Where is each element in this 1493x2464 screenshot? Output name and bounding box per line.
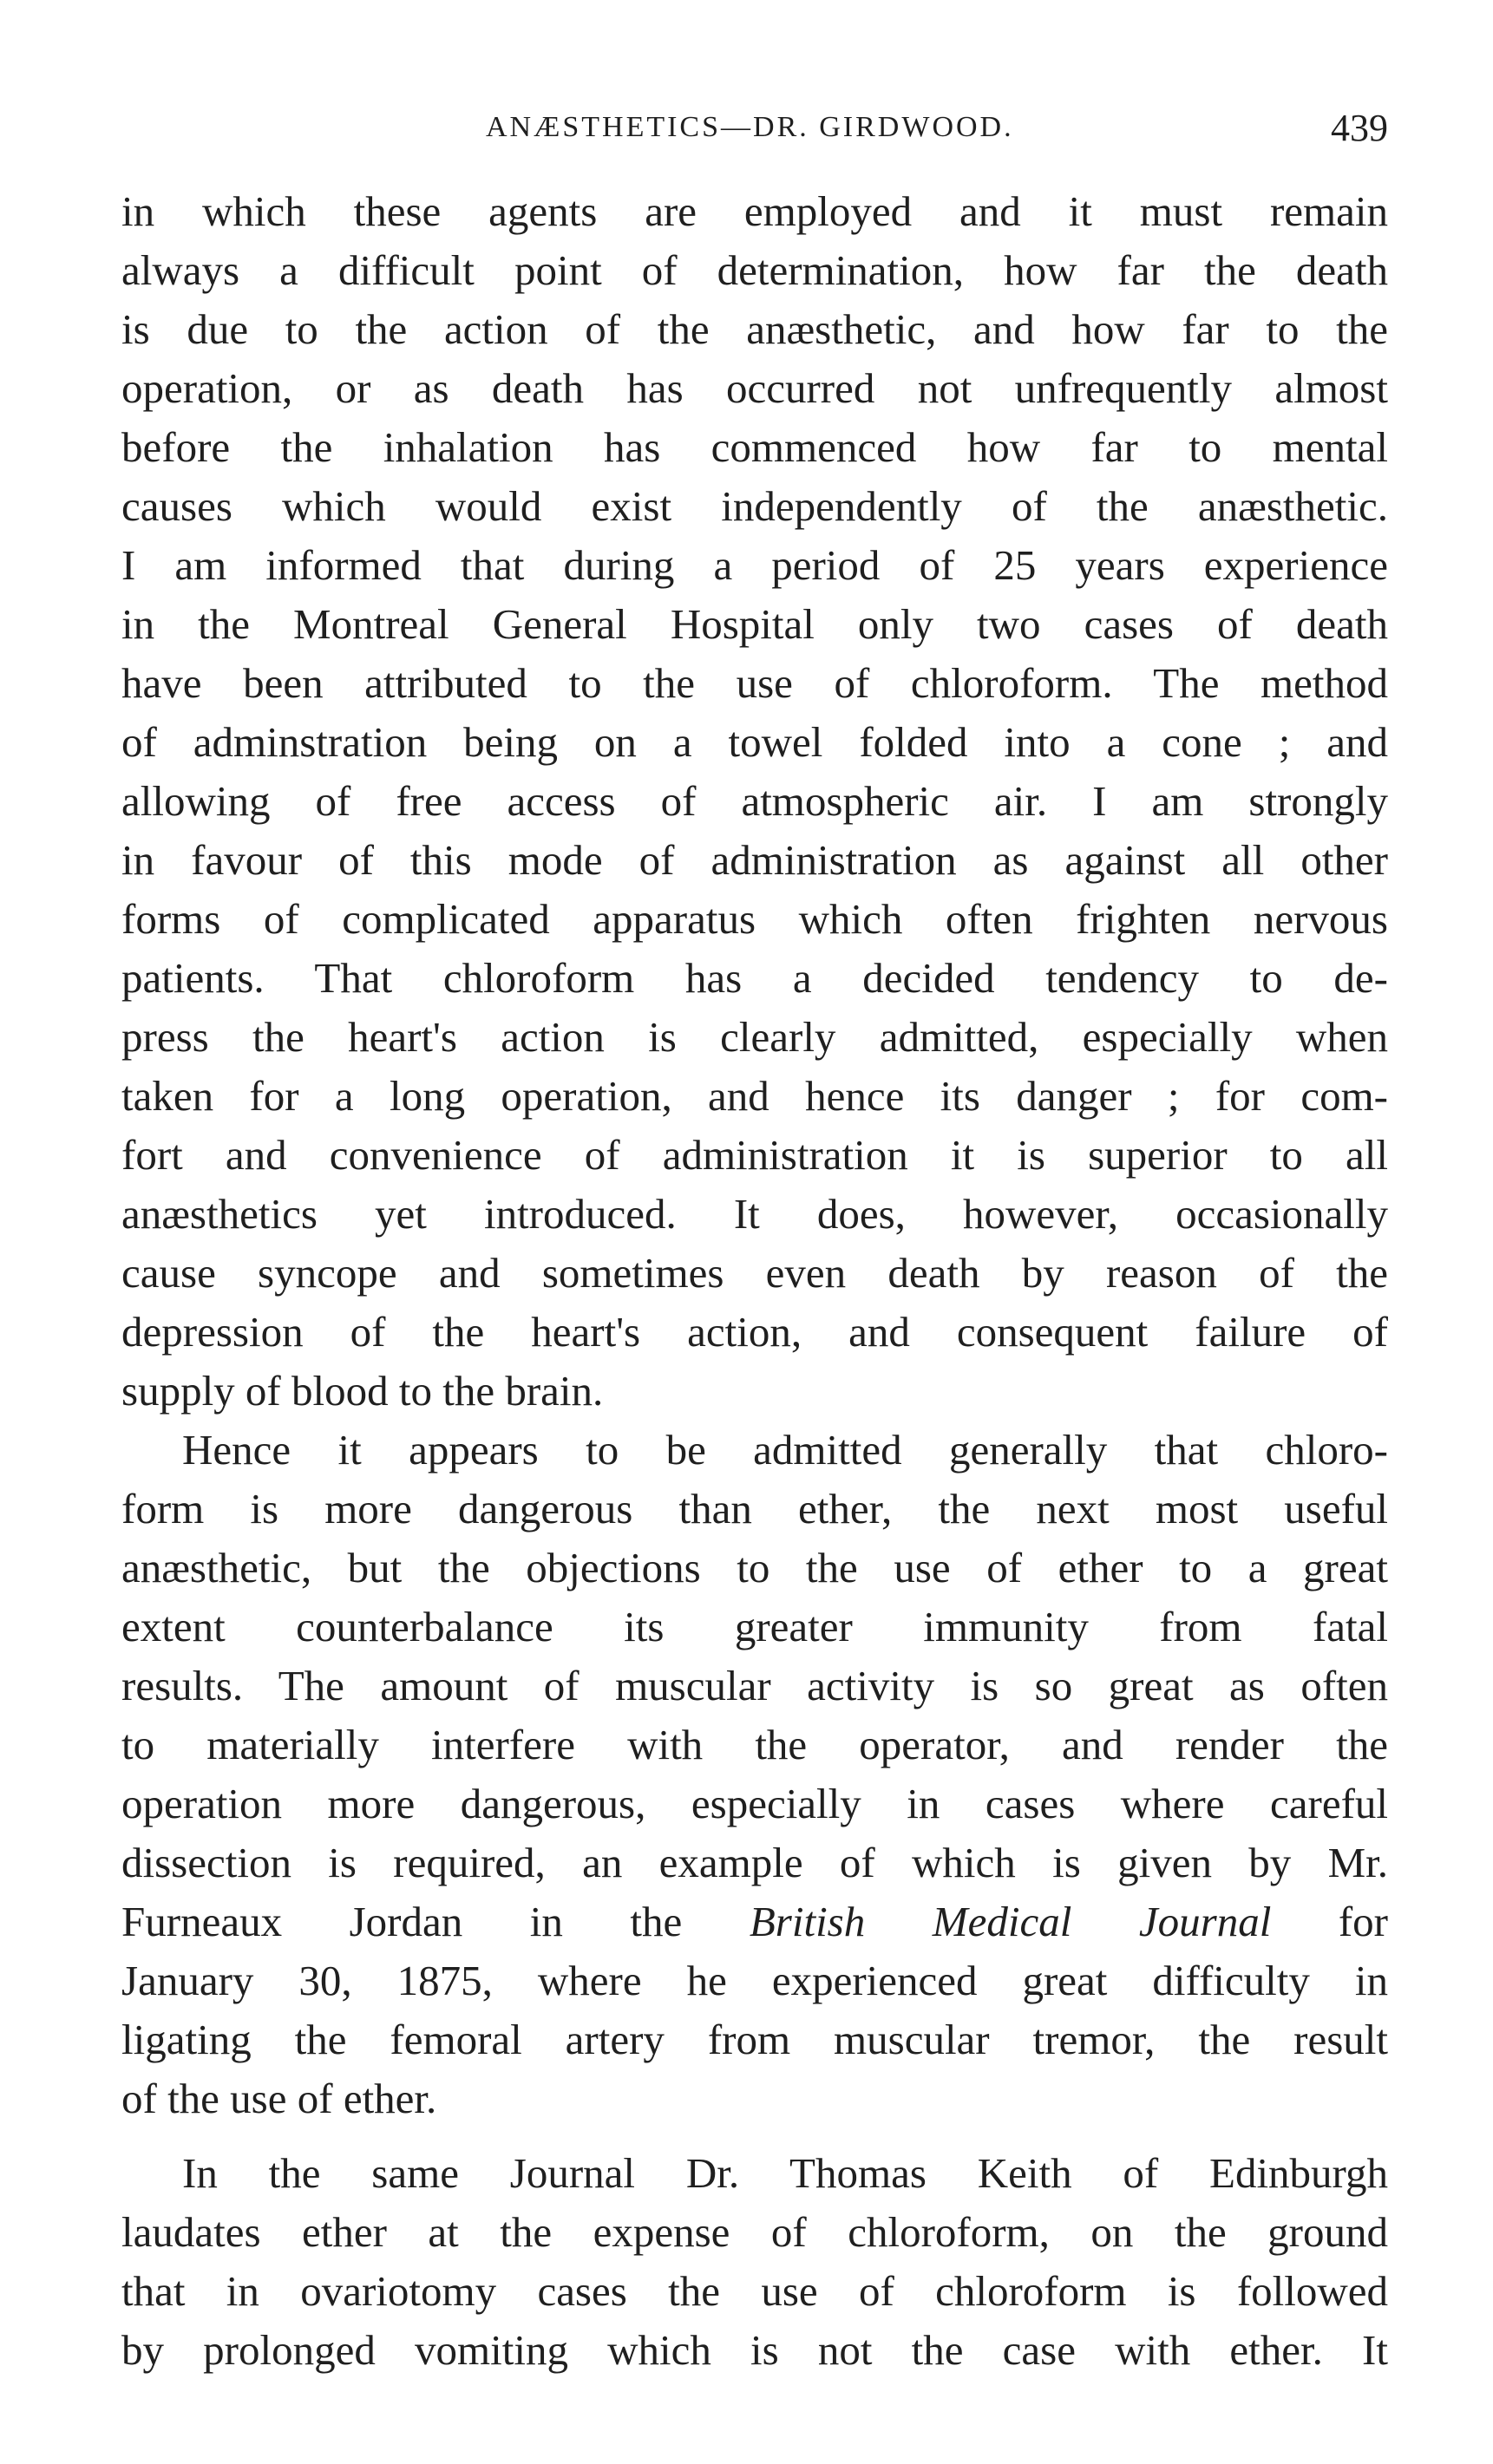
text-line: laudates ether at the expense of chloroform, on the ground [121, 2208, 1388, 2256]
text-line: in the Montreal General Hospital only two cases of death [121, 600, 1388, 648]
text-line: anæsthetics yet introduced. It does, however, occasionally [121, 1190, 1388, 1238]
text-line: dissection is required, an example of which is given by Mr. [121, 1839, 1388, 1886]
text-line: is due to the action of the anæsthetic, and how far to the [121, 305, 1388, 353]
text-line-citation [121, 1892, 1388, 1951]
page-number: 439 [1331, 107, 1388, 149]
text-line: of adminstration being on a towel folded into a cone ; and [121, 718, 1388, 766]
text-line: fort and convenience of administration it is superior to all [121, 1131, 1388, 1179]
text-line: before the inhalation has commenced how far to mental [121, 423, 1388, 471]
text-line: in which these agents are employed and it must remain [121, 187, 1388, 235]
text-line: causes which would exist independently of the anæsthetic. [121, 482, 1388, 530]
text-line: patients. That chloroform has a decided tendency to de- [121, 954, 1388, 1002]
text-line: ligating the femoral artery from muscular tremor, the result [121, 2016, 1388, 2063]
text-line: cause syncope and sometimes even death by reason of the [121, 1249, 1388, 1297]
text-line: In the same Journal Dr. Thomas Keith of Edinburgh [182, 2149, 1388, 2197]
body-text [121, 182, 1388, 2380]
text-line: supply of blood to the brain. [121, 1367, 604, 1415]
paragraph-gap [121, 2128, 1388, 2144]
journal-title: British Medical Journal [749, 1898, 1272, 1945]
text-line: that in ovariotomy cases the use of chloroform is followed [121, 2267, 1388, 2315]
text-line: extent counterbalance its greater immunity from fatal [121, 1603, 1388, 1650]
text-line: of the use of ether. [121, 2075, 437, 2122]
running-head [121, 107, 1388, 163]
text-line: by prolonged vomiting which is not the case with ether. It [121, 2326, 1388, 2374]
text-line: press the heart's action is clearly admitted, especially when [121, 1013, 1388, 1061]
text-line: in favour of this mode of administration as against all other [121, 836, 1388, 884]
text-line: results. The amount of muscular activity is so great as often [121, 1662, 1388, 1709]
text-line: depression of the heart's action, and consequent failure of [121, 1308, 1388, 1356]
text-line: operation more dangerous, especially in cases where careful [121, 1780, 1388, 1827]
text-line: January 30, 1875, where he experienced great difficulty in [121, 1957, 1388, 2004]
text-line: forms of complicated apparatus which often frighten nervous [121, 895, 1388, 943]
text-line: always a difficult point of determination, how far the death [121, 246, 1388, 294]
text-line: taken for a long operation, and hence its danger ; for com- [121, 1072, 1388, 1120]
running-title: ANÆSTHETICS—DR. GIRDWOOD. [486, 111, 1014, 143]
text-line: form is more dangerous than ether, the next most useful [121, 1485, 1388, 1533]
citation-after: for [1271, 1898, 1388, 1945]
text-line: allowing of free access of atmospheric air. I am strongly [121, 777, 1388, 825]
text-line: have been attributed to the use of chloroform. The method [121, 659, 1388, 707]
text-line: to materially interfere with the operator, and render the [121, 1721, 1388, 1768]
citation-before: Furneaux Jordan in the [121, 1898, 750, 1945]
text-line: Hence it appears to be admitted generally that chloro- [182, 1426, 1388, 1474]
text-line: I am informed that during a period of 25 years experience [121, 541, 1388, 589]
text-line: anæsthetic, but the objections to the use of ether to a great [121, 1544, 1388, 1591]
text-line: operation, or as death has occurred not unfrequently almost [121, 364, 1388, 412]
